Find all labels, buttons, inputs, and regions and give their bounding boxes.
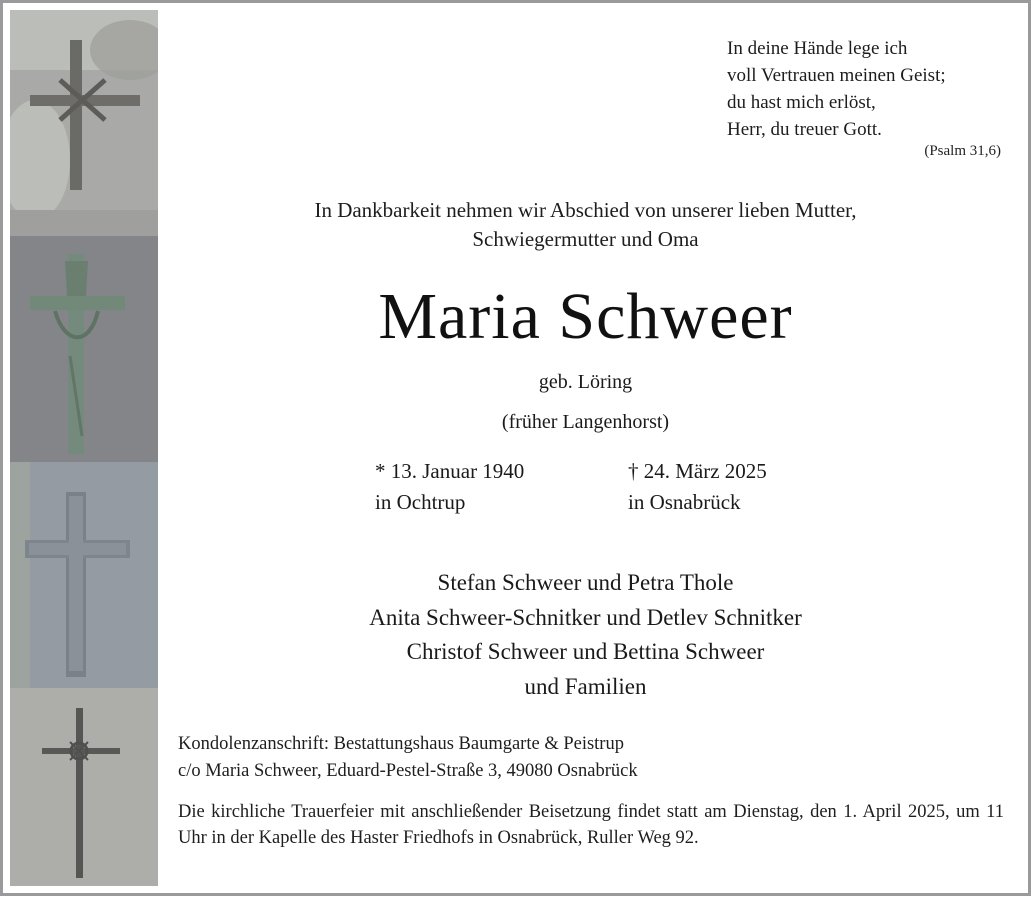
psalm-verse: [727, 35, 1017, 143]
birth-info: [375, 456, 524, 518]
psalm-reference: (Psalm 31,6): [924, 143, 1001, 159]
psalm-line: du hast mich erlöst,: [727, 92, 876, 113]
deceased-name: Maria Schweer: [378, 280, 793, 353]
mourner-line: und Familien: [524, 673, 647, 699]
death-info: [628, 456, 767, 518]
intro-line: Schwiegermutter und Oma: [472, 227, 699, 251]
psalm-line: voll Vertrauen meinen Geist;: [727, 65, 946, 86]
birth-name: geb. Löring: [538, 371, 633, 393]
notice-content: [163, 3, 1028, 893]
stone-cross-image: [10, 462, 158, 688]
mourner-line: Stefan Schweer und Petra Thole: [437, 570, 734, 595]
funeral-service-info: Die kirchliche Trauerfeier mit anschließender Beisetzung findet statt am Dienstag, den 1. April 2025, um 11 Uhr in der Kapelle des Haster Friedhofs in Osnabrück, Ruller Weg 92.: [178, 802, 1004, 848]
death-date: † 24. März 2025: [628, 459, 767, 483]
intro-line: In Dankbarkeit nehmen wir Abschied von unserer lieben Mutter,: [314, 198, 857, 222]
farewell-intro: [163, 196, 1008, 254]
wooden-cross-image: [10, 10, 158, 236]
cross-image-strip: [10, 10, 158, 886]
birth-place: in Ochtrup: [375, 490, 466, 514]
iron-cross-image: [10, 688, 158, 886]
condolence-line: Kondolenzanschrift: Bestattungshaus Baumgarte & Peistrup: [178, 734, 624, 754]
condolence-line: c/o Maria Schweer, Eduard-Pestel-Straße 3, 49080 Osnabrück: [178, 761, 638, 781]
mourner-line: Anita Schweer-Schnitker und Detlev Schnitker: [369, 604, 802, 630]
bronze-cross-image: [10, 236, 158, 462]
psalm-line: Herr, du treuer Gott.: [727, 119, 882, 140]
former-residence: (früher Langenhorst): [501, 411, 670, 433]
mourners-list: [163, 566, 1008, 704]
birth-date: * 13. Januar 1940: [375, 459, 525, 483]
death-place: in Osnabrück: [628, 490, 741, 514]
mourner-line: Christof Schweer und Bettina Schweer: [406, 639, 765, 664]
condolence-address: [178, 731, 1008, 785]
psalm-line: In deine Hände lege ich: [727, 38, 908, 59]
